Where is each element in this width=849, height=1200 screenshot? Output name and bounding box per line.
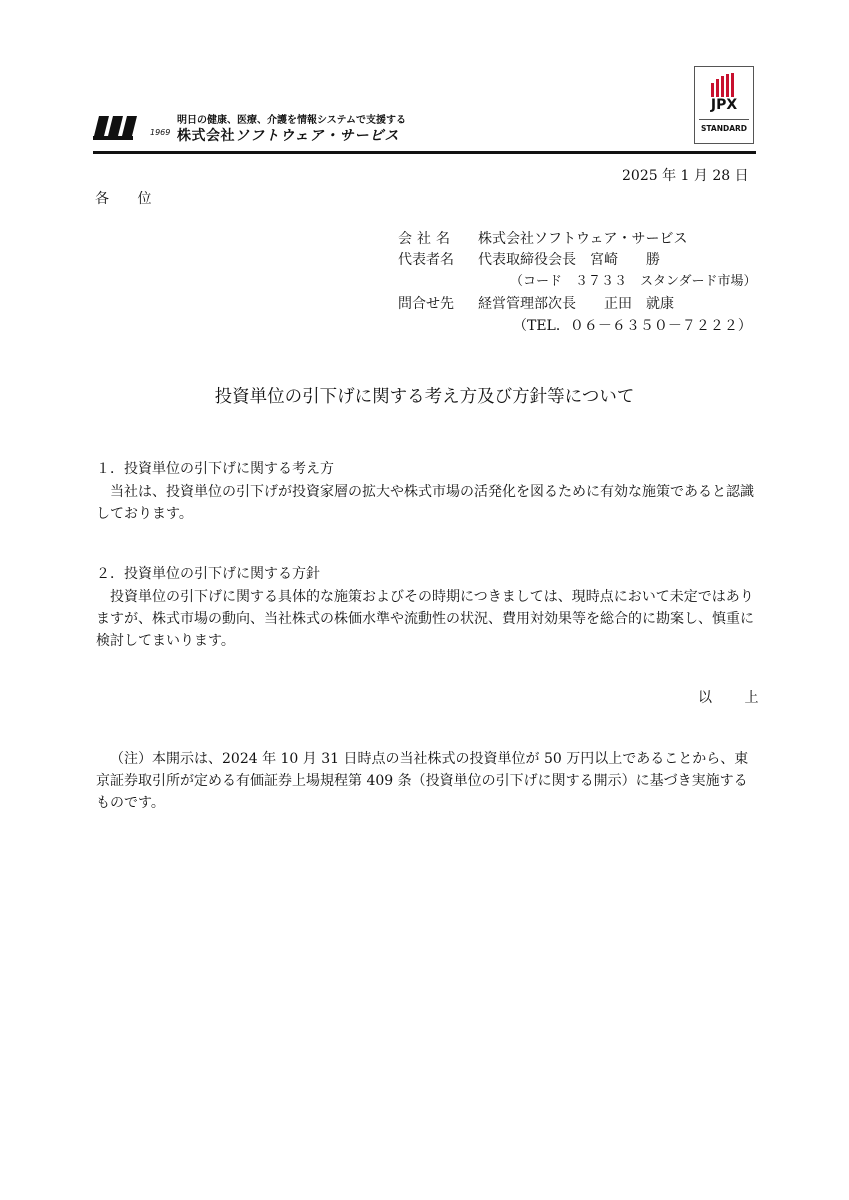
company-tagline: 明日の健康、医療、介護を情報システムで支援する [177, 115, 406, 126]
document-title: 投資単位の引下げに関する考え方及び方針等について [214, 387, 635, 407]
company-logo-text [177, 125, 399, 145]
document-date: 2025 年 1 月 28 日 [622, 168, 749, 184]
contact-row [398, 294, 674, 314]
jpx-label: JPX [710, 97, 738, 113]
contact-label: 問合せ先 [398, 296, 454, 312]
jpx-market: STANDARD [700, 124, 748, 133]
stock-code: （コード ３７３３ スタンダード市場） [510, 274, 757, 289]
section-2-heading: ２．投資単位の引下げに関する方針 [96, 566, 320, 582]
contact-value: 経営管理部次長 正田 就康 [478, 296, 674, 312]
representative-label: 代表者名 [398, 252, 454, 268]
logo-year: 1969 [150, 128, 171, 137]
closing-mark: 以 上 [698, 690, 773, 706]
addressee: 各 位 [95, 191, 164, 207]
company-name-row [398, 229, 687, 249]
header-rule [93, 151, 756, 154]
jpx-bars-icon [709, 73, 739, 97]
jpx-divider [699, 119, 749, 120]
footnote-text: （注）本開示は、2024 年 10 月 31 日時点の当社株式の投資単位が 50 万円以上であることから、東京証券取引所が定める有価証券上場規程第 409 条（投資単位の引下げに関する開示）に基づき実施するものです。 [96, 751, 749, 811]
representative-value: 代表取締役会長 宮崎 勝 [478, 252, 660, 268]
jpx-standard-badge [694, 66, 754, 144]
section-1-heading: １．投資単位の引下げに関する考え方 [96, 461, 334, 477]
representative-row [398, 250, 660, 270]
company-brand: ソフトウェア・サービス [235, 128, 400, 144]
section-1-text: 当社は、投資単位の引下げが投資家層の拡大や株式市場の活発化を図るために有効な施策であると認識しております。 [96, 484, 754, 522]
footnote [96, 748, 756, 814]
section-2-text: 投資単位の引下げに関する具体的な施策およびその時期につきましては、現時点において未定ではありますが、株式市場の動向、当社株式の株価水準や流動性の状況、費用対効果等を総合的に勘案し、慎重に検討してまいります。 [96, 589, 754, 649]
contact-tel: （TEL．０６－６３５０－７２２２） [513, 318, 752, 334]
section-2-body [96, 586, 756, 652]
section-1-body [96, 481, 756, 525]
company-name-value: 株式会社ソフトウェア・サービス [478, 231, 688, 247]
company-name-label: 会社名 [398, 231, 455, 247]
company-prefix: 株式会社 [177, 128, 235, 144]
